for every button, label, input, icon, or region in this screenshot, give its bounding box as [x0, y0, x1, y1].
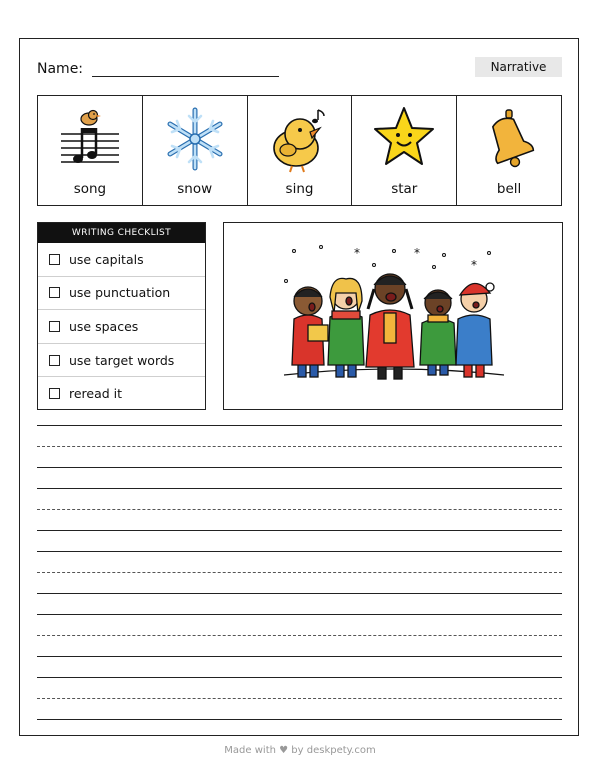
- music-note-bird-icon: [55, 104, 125, 174]
- heart-icon: ♥: [279, 745, 289, 756]
- picture-box: [223, 222, 563, 410]
- writing-guide-line: [37, 698, 562, 699]
- writing-guide-line: [37, 509, 562, 510]
- writing-line[interactable]: [37, 530, 562, 531]
- writing-line[interactable]: [37, 677, 562, 678]
- word-card-star: [352, 96, 457, 205]
- word-card-sing: [248, 96, 353, 205]
- writing-guide-line: [37, 635, 562, 636]
- checkbox[interactable]: [49, 321, 60, 332]
- checklist-title: WRITING CHECKLIST: [38, 223, 205, 243]
- footer-made-with: Made with: [224, 745, 276, 756]
- smiling-star-icon: [369, 104, 439, 174]
- checklist-item-label: use spaces: [69, 318, 139, 334]
- svg-text:*: *: [414, 246, 420, 260]
- writing-line[interactable]: [37, 425, 562, 426]
- footer-by: by deskpety.com: [291, 745, 376, 756]
- footer: [0, 745, 600, 756]
- genre-tag: Narrative: [475, 57, 562, 77]
- checklist-item-label: reread it: [69, 386, 123, 402]
- svg-text:*: *: [354, 246, 360, 260]
- writing-lines[interactable]: [37, 425, 562, 720]
- checkbox[interactable]: [49, 287, 60, 298]
- checklist-item-label: use punctuation: [69, 285, 171, 301]
- word-card-song: [38, 96, 143, 205]
- writing-guide-line: [37, 572, 562, 573]
- word-card-bell: [457, 96, 561, 205]
- writing-line[interactable]: [37, 719, 562, 720]
- word-card-snow: [143, 96, 248, 205]
- writing-line[interactable]: [37, 467, 562, 468]
- worksheet: [19, 38, 579, 736]
- checklist-item[interactable]: [38, 243, 205, 277]
- singing-chick-icon: [264, 104, 334, 174]
- writing-guide-line: [37, 446, 562, 447]
- checklist-item[interactable]: [38, 277, 205, 311]
- writing-line[interactable]: [37, 614, 562, 615]
- bell-icon: [474, 104, 544, 174]
- checkbox[interactable]: [49, 355, 60, 366]
- checklist-item[interactable]: [38, 377, 205, 410]
- checklist-item-label: use target words: [69, 352, 175, 368]
- writing-checklist: [37, 222, 206, 410]
- word-label-bell: bell: [496, 181, 522, 197]
- writing-line[interactable]: [37, 551, 562, 552]
- checklist-item-label: use capitals: [69, 251, 144, 267]
- target-words-row: [37, 95, 562, 206]
- writing-line[interactable]: [37, 488, 562, 489]
- name-label: Name:: [37, 61, 84, 77]
- word-label-song: song: [73, 181, 107, 197]
- name-line[interactable]: [92, 76, 279, 77]
- writing-line[interactable]: [37, 656, 562, 657]
- children-caroling-illustration: [224, 223, 561, 408]
- word-label-star: star: [391, 181, 418, 197]
- checkbox[interactable]: [49, 388, 60, 399]
- writing-line[interactable]: [37, 593, 562, 594]
- svg-text:*: *: [471, 258, 477, 272]
- checklist-item[interactable]: [38, 310, 205, 344]
- snowflake-icon: [160, 104, 230, 174]
- checklist-item[interactable]: [38, 344, 205, 378]
- word-label-sing: sing: [285, 181, 314, 197]
- word-label-snow: snow: [177, 181, 213, 197]
- checkbox[interactable]: [49, 254, 60, 265]
